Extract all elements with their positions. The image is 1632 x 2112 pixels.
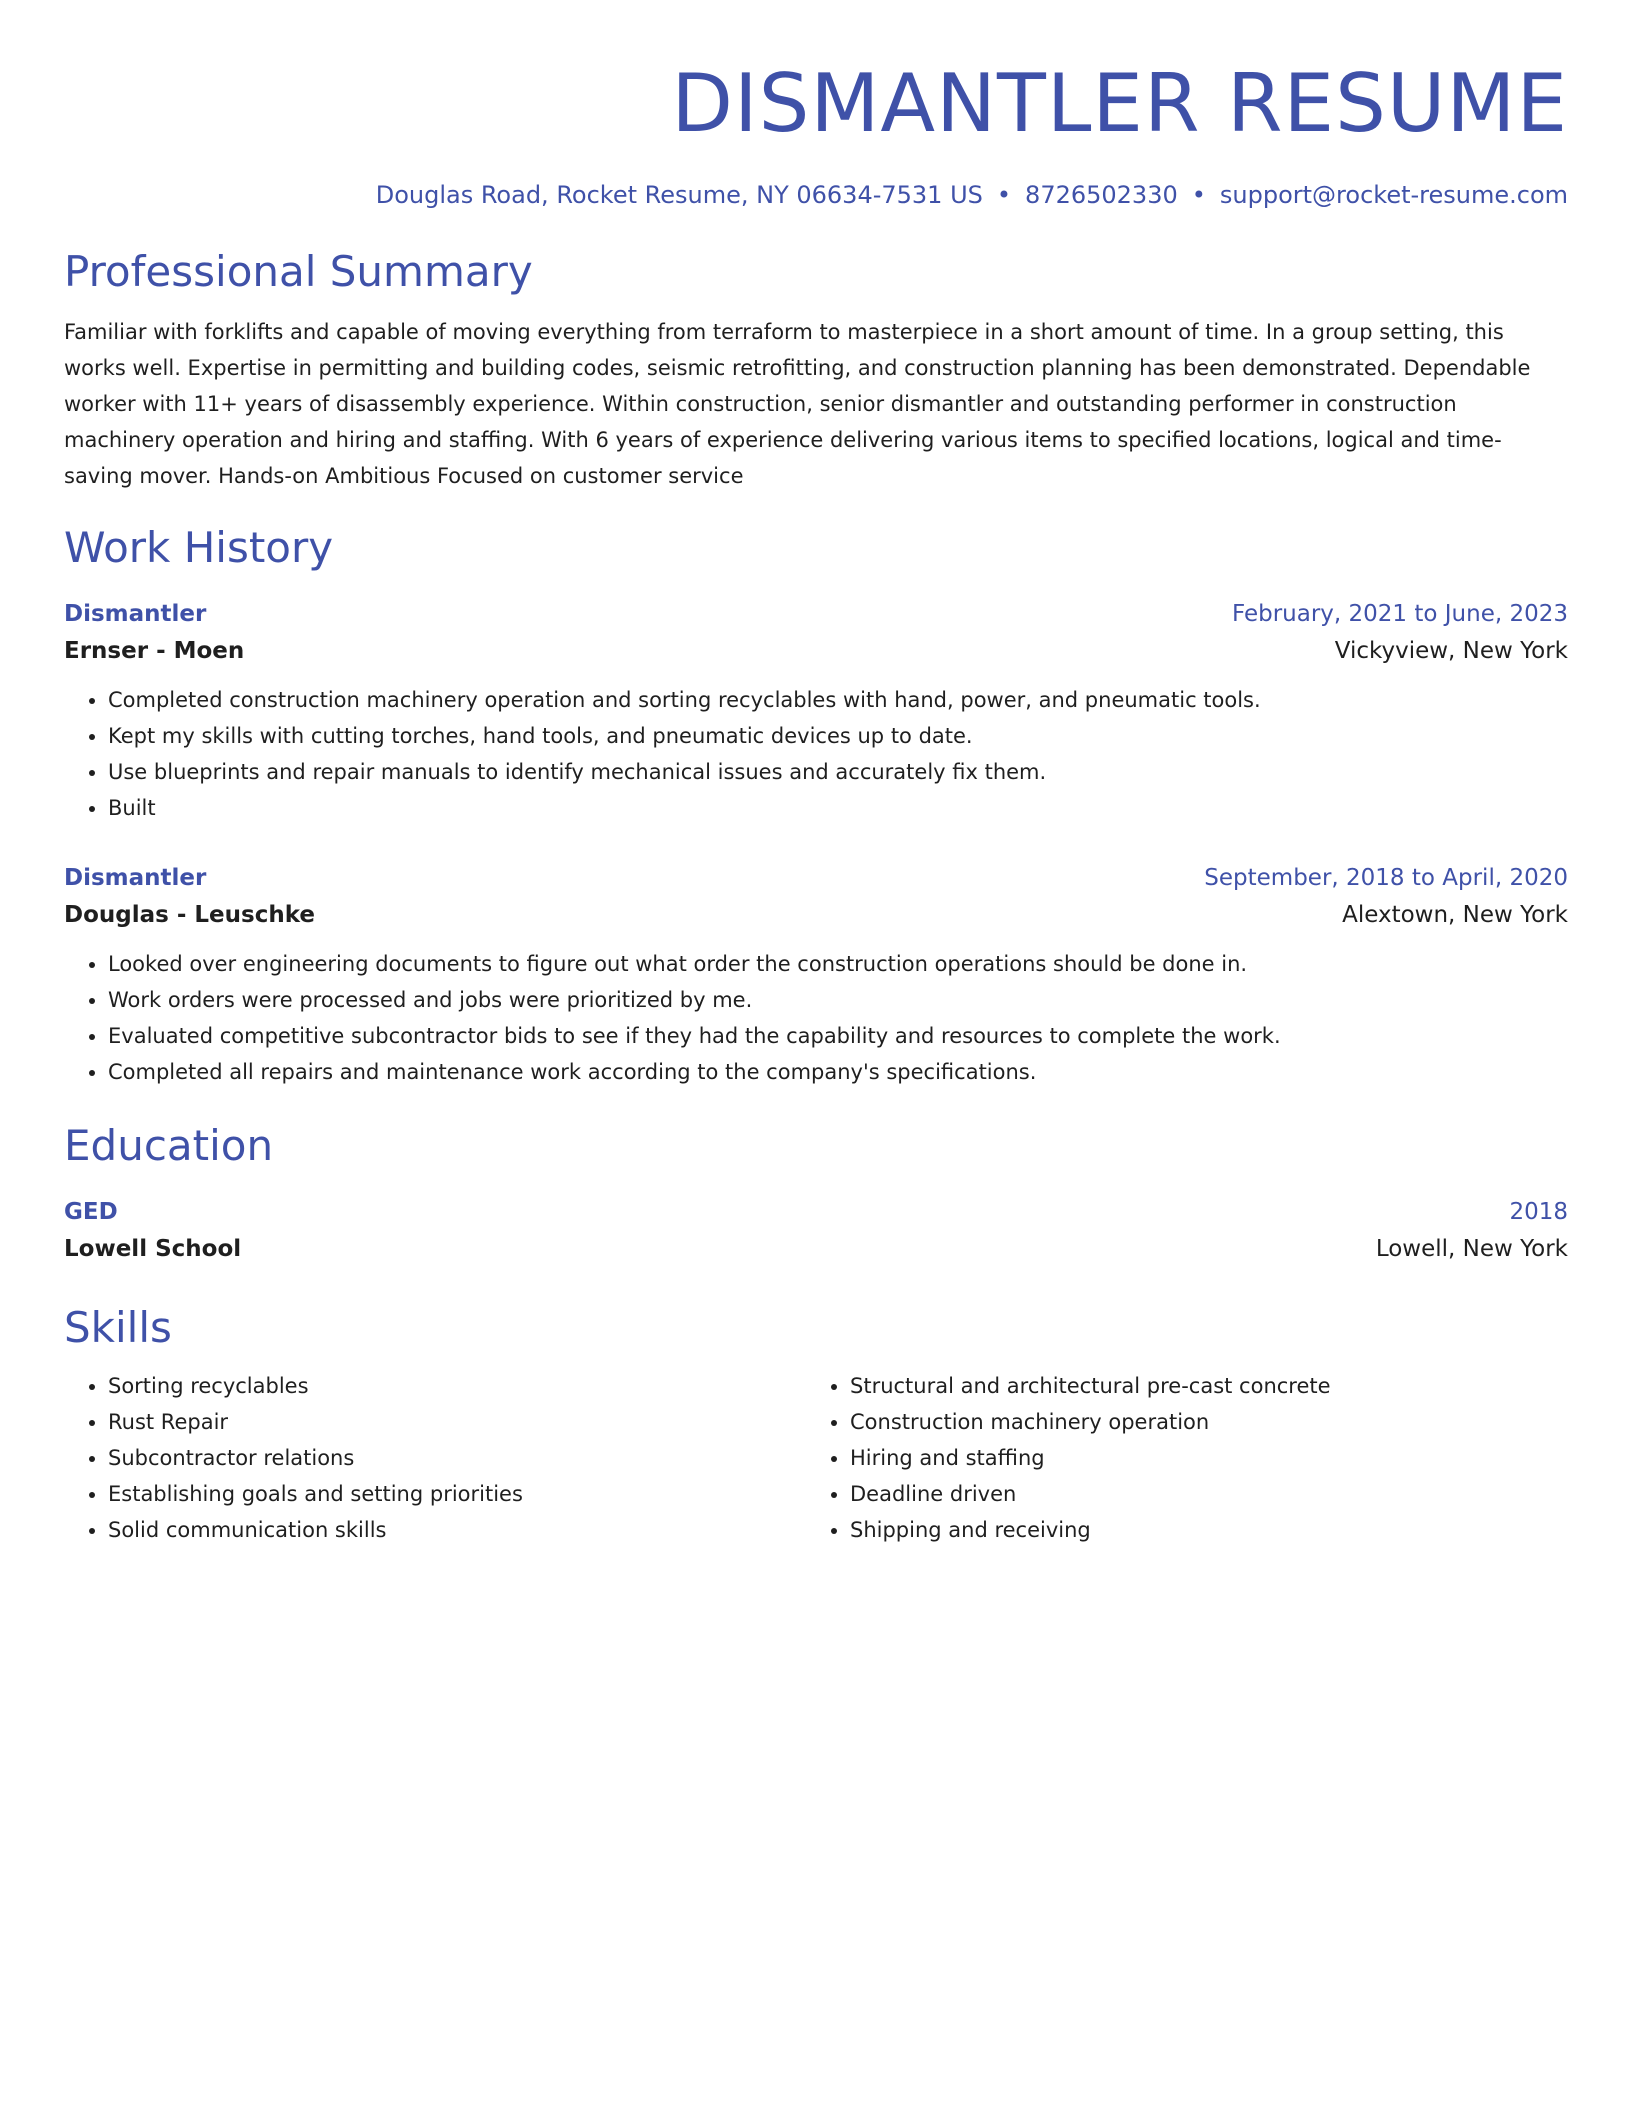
skills-heading: Skills (64, 1303, 172, 1352)
skill-item: • Construction machinery operation (850, 1404, 1548, 1440)
contact-separator: • (1191, 181, 1206, 209)
education-degree: GED (64, 1199, 118, 1225)
job-entry (64, 860, 1568, 1090)
skill-item: • Hiring and staffing (850, 1440, 1548, 1476)
skill-item: • Establishing goals and setting priorities (108, 1476, 806, 1512)
education-heading: Education (64, 1121, 274, 1170)
skill-item: • Deadline driven (850, 1476, 1548, 1512)
summary-text: Familiar with forklifts and capable of moving everything from terraform to masterpiece in a short amount of time. In a group setting, this works well. Expertise in permitting and building codes, seismic retrofitting, and construction planning has been demonstrated. Dependable worker with 11+ years of disassembly experience. Within construction, senior dismantler and outstanding performer in construction machinery operation and hiring and staffing. With 6 years of experience delivering various items to specified locations, logical and time-saving mover. Hands-on Ambitious Focused on customer service (64, 320, 1531, 488)
job-bullets (64, 682, 1568, 826)
job-bullet: • Work orders were processed and jobs were prioritized by me. (108, 982, 1568, 1018)
job-dates: February, 2021 to June, 2023 (1231, 601, 1568, 627)
job-employer-row (64, 896, 1568, 934)
job-dates: September, 2018 to April, 2020 (1204, 865, 1568, 891)
summary-heading: Professional Summary (64, 247, 533, 296)
resume-name: DISMANTLER RESUME (671, 57, 1568, 150)
contact-line (64, 178, 1568, 212)
job-role: Dismantler (64, 601, 207, 627)
job-bullet: • Completed all repairs and maintenance work according to the company's specifications. (108, 1054, 1568, 1090)
job-location: Alextown, New York (1342, 902, 1568, 928)
skill-item: • Solid communication skills (108, 1512, 806, 1548)
job-header-row (64, 596, 1568, 632)
education-school: Lowell School (64, 1236, 242, 1262)
job-employer-row (64, 632, 1568, 670)
education-school-row (64, 1230, 1568, 1268)
work-history-heading: Work History (64, 523, 334, 572)
contact-email: support@rocket-resume.com (1219, 181, 1568, 209)
contact-separator: • (996, 181, 1012, 209)
job-bullet: • Looked over engineering documents to figure out what order the construction operations should be done in. (108, 946, 1568, 982)
skills-list (64, 1368, 1568, 1548)
job-bullet: • Evaluated competitive subcontractor bids to see if they had the capability and resources to complete the work. (108, 1018, 1568, 1054)
job-bullets (64, 946, 1568, 1090)
education-header-row (64, 1194, 1568, 1230)
skill-item: • Shipping and receiving (850, 1512, 1548, 1548)
skill-item: • Structural and architectural pre-cast concrete (850, 1368, 1548, 1404)
skill-item: • Sorting recyclables (108, 1368, 806, 1404)
contact-phone: 8726502330 (1025, 181, 1178, 209)
contact-address: Douglas Road, Rocket Resume, NY 06634-7531 US (375, 181, 983, 209)
skills-column-left (64, 1368, 806, 1548)
skill-item: • Subcontractor relations (108, 1440, 806, 1476)
skill-item: • Rust Repair (108, 1404, 806, 1440)
job-bullet: • Use blueprints and repair manuals to identify mechanical issues and accurately fix them. (108, 754, 1568, 790)
job-bullet: • Built (108, 790, 1568, 826)
education-entry (64, 1194, 1568, 1268)
job-entry (64, 596, 1568, 826)
job-bullet: • Kept my skills with cutting torches, hand tools, and pneumatic devices up to date. (108, 718, 1568, 754)
job-role: Dismantler (64, 865, 207, 891)
job-bullet: • Completed construction machinery operation and sorting recyclables with hand, power, and pneumatic tools. (108, 682, 1568, 718)
job-header-row (64, 860, 1568, 896)
education-year: 2018 (1509, 1199, 1568, 1225)
job-employer: Ernser - Moen (64, 638, 245, 664)
skills-column-right (806, 1368, 1548, 1548)
resume-page (64, 54, 1568, 1548)
education-location: Lowell, New York (1375, 1236, 1568, 1262)
job-location: Vickyview, New York (1334, 638, 1568, 664)
job-employer: Douglas - Leuschke (64, 902, 315, 928)
